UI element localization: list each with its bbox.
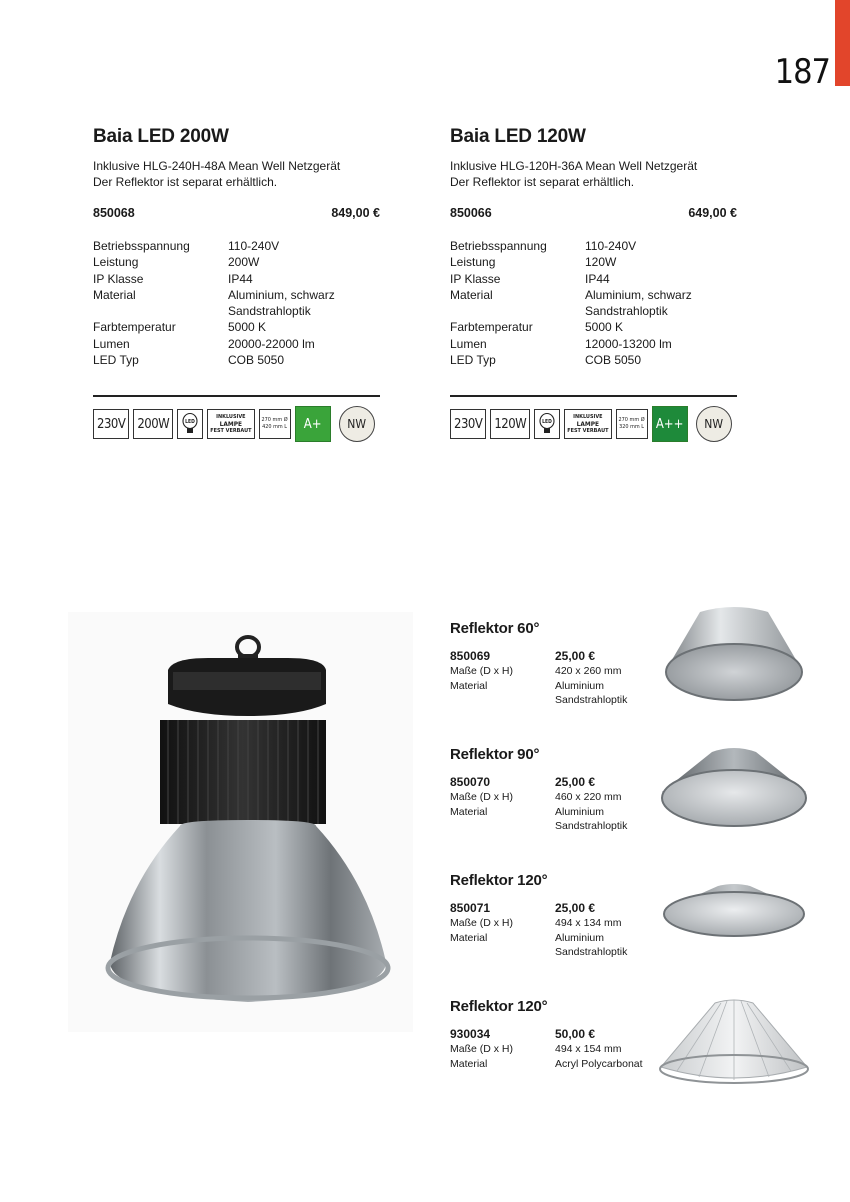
color-temp-badge: NW [339, 406, 375, 442]
spec-value: Aluminium [555, 931, 605, 944]
article-number: 850068 [93, 206, 135, 220]
spec-key: IP Klasse [93, 271, 144, 286]
desc-line: Der Reflektor ist separat erhältlich. [450, 175, 635, 189]
product-title: Baia LED 120W [450, 126, 586, 147]
spec-value: 110-240V [585, 239, 637, 253]
included-lamp-icon [207, 409, 254, 439]
spec-value: Sandstrahloptik [585, 304, 668, 319]
spec-value: 494 x 134 mm [555, 916, 622, 929]
reflector-specs [450, 775, 660, 834]
lamp-line: INKLUSIVE [216, 413, 246, 420]
spec-key: Betriebsspannung [93, 239, 190, 253]
spec-value: 200W [228, 255, 260, 270]
divider [450, 395, 737, 397]
spec-table [93, 238, 383, 368]
spec-key: Farbtemperatur [450, 320, 533, 335]
product-baia-120w [450, 126, 740, 368]
price: 50,00 € [555, 1027, 596, 1041]
spec-row [450, 271, 740, 287]
reflector-60-image [660, 600, 808, 710]
spec-row [450, 238, 740, 254]
energy-class-badge: A+ [295, 406, 331, 442]
lamp-line: FEST VERBAUT [210, 427, 252, 434]
reflector-title: Reflektor 60° [450, 620, 540, 637]
dimensions-icon [259, 409, 291, 439]
price: 25,00 € [555, 775, 596, 789]
reflector-title: Reflektor 90° [450, 746, 540, 763]
spec-value: 494 x 154 mm [555, 1042, 622, 1055]
spec-row [450, 336, 740, 352]
spec-value: 12000-13200 lm [585, 336, 672, 351]
spec-key: Material [450, 679, 488, 692]
spec-key: Material [93, 287, 136, 302]
spec-value: 5000 K [228, 320, 267, 335]
feature-icons [450, 404, 736, 444]
included-lamp-icon [564, 409, 611, 439]
spec-value: Aluminium [555, 805, 605, 818]
led-bulb-icon [534, 409, 560, 439]
reflector-title: Reflektor 120° [450, 998, 548, 1015]
spec-key: IP Klasse [450, 271, 501, 286]
spec-row [93, 303, 383, 319]
spec-key: Material [450, 1057, 488, 1070]
reflector-title: Reflektor 120° [450, 872, 548, 889]
led-bulb-icon [177, 409, 203, 439]
spec-key: Maße (D x H) [450, 790, 513, 803]
spec-row [93, 287, 383, 303]
led-label: LED [185, 419, 196, 425]
spec-value: Sandstrahloptik [555, 694, 628, 707]
spec-value: Aluminium, schwarz [228, 287, 335, 302]
spec-value: IP44 [228, 271, 253, 286]
spec-row [93, 336, 383, 352]
product-title: Baia LED 200W [93, 126, 229, 147]
price: 25,00 € [555, 901, 596, 915]
spec-value: Sandstrahloptik [228, 304, 311, 319]
spec-row [93, 238, 383, 254]
led-label: LED [542, 419, 553, 425]
spec-value: 20000-22000 lm [228, 336, 315, 351]
reflector-120-image [660, 878, 808, 948]
lamp-line: LAMPE [219, 419, 243, 428]
spec-key [450, 303, 585, 319]
spec-key [93, 303, 228, 319]
reflector-60-illustration [660, 600, 808, 710]
dim-line: 420 mm L [262, 424, 288, 430]
spec-key: Maße (D x H) [450, 664, 513, 677]
price: 849,00 € [331, 206, 380, 220]
lamp-line: FEST VERBAUT [567, 427, 609, 434]
page-accent-tab [835, 0, 850, 86]
spec-value: 120W [585, 255, 617, 270]
spec-key: LED Typ [450, 353, 496, 368]
spec-key: Farbtemperatur [93, 320, 176, 335]
desc-line: Inklusive HLG-240H-48A Mean Well Netzgerät [93, 159, 341, 173]
spec-value: IP44 [585, 271, 610, 286]
reflector-60 [450, 620, 660, 708]
article-number: 930034 [450, 1027, 491, 1041]
led-bulb-glyph [181, 412, 199, 436]
spec-value: COB 5050 [585, 353, 642, 368]
spec-value: Aluminium [555, 679, 605, 692]
article-number: 850070 [450, 775, 491, 789]
spec-table [450, 238, 740, 368]
article-number: 850069 [450, 649, 491, 663]
voltage-icon: 230V [450, 409, 486, 439]
spec-key: LED Typ [93, 353, 139, 368]
reflector-acryl-illustration [655, 995, 813, 1090]
reflector-acryl-image [655, 995, 813, 1090]
reflector-specs [450, 901, 660, 960]
feature-icons [93, 404, 379, 444]
spec-key: Lumen [450, 336, 487, 351]
led-bulb-glyph [538, 412, 556, 436]
lamp-line: LAMPE [576, 419, 600, 428]
spec-value: 420 x 260 mm [555, 664, 622, 677]
spec-row [93, 352, 383, 368]
spec-row [450, 303, 740, 319]
reflector-90 [450, 746, 660, 834]
spec-row [93, 271, 383, 287]
spec-value: COB 5050 [228, 353, 285, 368]
spec-value: 5000 K [585, 320, 624, 335]
price: 649,00 € [688, 206, 737, 220]
energy-class-badge: A++ [652, 406, 688, 442]
reflector-90-illustration [660, 740, 808, 840]
power-icon: 120W [490, 409, 530, 439]
spec-key: Maße (D x H) [450, 916, 513, 929]
spec-row [450, 352, 740, 368]
price: 25,00 € [555, 649, 596, 663]
dim-line: 270 mm Ø [618, 417, 645, 423]
spec-row [450, 319, 740, 335]
dimensions-icon [616, 409, 648, 439]
spec-key: Leistung [450, 255, 496, 270]
dim-line: 270 mm Ø [261, 417, 288, 423]
product-description [93, 158, 383, 190]
highbay-lamp-image [68, 612, 413, 1032]
spec-value: Aluminium, schwarz [585, 287, 692, 302]
spec-key: Material [450, 931, 488, 944]
spec-row [450, 254, 740, 270]
reflector-specs [450, 649, 660, 708]
reflector-90-image [660, 740, 808, 840]
spec-value: 110-240V [228, 239, 280, 253]
spec-key: Maße (D x H) [450, 1042, 513, 1055]
dim-line: 320 mm L [619, 424, 645, 430]
lamp-line: INKLUSIVE [573, 413, 603, 420]
spec-value: 460 x 220 mm [555, 790, 622, 803]
reflector-120 [450, 872, 660, 960]
reflector-specs [450, 1027, 660, 1071]
price-row [450, 206, 740, 220]
article-number: 850066 [450, 206, 492, 220]
voltage-icon: 230V [93, 409, 129, 439]
spec-row [93, 319, 383, 335]
product-description [450, 158, 740, 190]
highbay-lamp-illustration [68, 612, 413, 1032]
divider [93, 395, 380, 397]
spec-key: Material [450, 805, 488, 818]
reflector-120-acryl [450, 998, 660, 1071]
spec-key: Lumen [93, 336, 130, 351]
spec-row [93, 254, 383, 270]
spec-row [450, 287, 740, 303]
spec-value: Sandstrahloptik [555, 820, 628, 833]
article-number: 850071 [450, 901, 491, 915]
product-baia-200w [93, 126, 383, 368]
spec-value: Sandstrahloptik [555, 946, 628, 959]
desc-line: Inklusive HLG-120H-36A Mean Well Netzgerät [450, 159, 698, 173]
reflector-120-illustration [660, 878, 808, 948]
price-row [93, 206, 383, 220]
spec-key: Betriebsspannung [450, 239, 547, 253]
page-number: 187 [774, 52, 830, 92]
spec-value: Acryl Polycarbonat [555, 1057, 643, 1070]
power-icon: 200W [133, 409, 173, 439]
desc-line: Der Reflektor ist separat erhältlich. [93, 175, 278, 189]
color-temp-badge: NW [696, 406, 732, 442]
spec-key: Material [450, 287, 493, 302]
spec-key: Leistung [93, 255, 139, 270]
